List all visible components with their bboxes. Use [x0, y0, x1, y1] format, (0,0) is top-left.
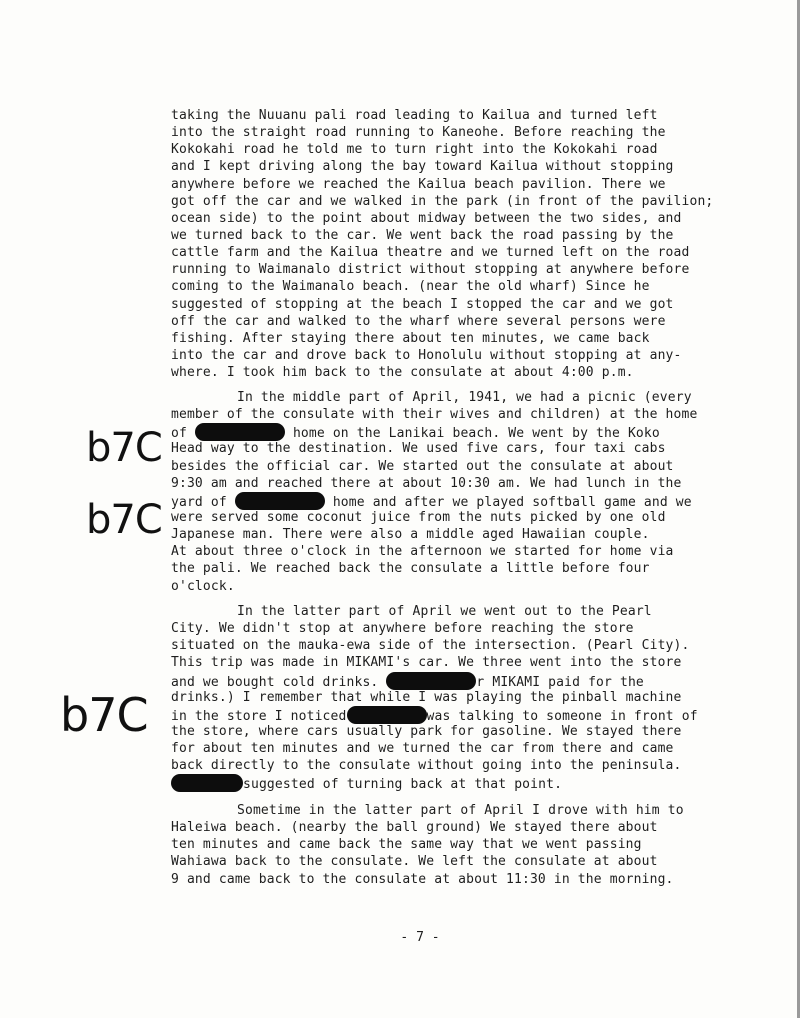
redaction-block [235, 492, 325, 510]
text-line: o'clock. [171, 578, 235, 594]
text-line [171, 423, 716, 440]
text-segment: home on the Lanikai beach. We went by the Koko [292, 426, 660, 442]
text-line: and I kept driving along the bay toward Kailua without stopping [171, 159, 674, 175]
text-line [171, 672, 716, 689]
text-line: anywhere before we reached the Kailua beach pavilion. There we [171, 176, 666, 192]
text-line: drinks.) I remember that while I was playing the pinball machine [171, 689, 682, 705]
text-line: suggested of stopping at the beach I stopped the car and we got [171, 296, 674, 312]
text-line: City. We didn't stop at anywhere before reaching the store [171, 621, 634, 637]
text-line: were served some coconut juice from the nuts picked by one old [171, 509, 666, 525]
text-line: At about three o'clock in the afternoon we started for home via [171, 544, 674, 560]
margin-note-b7c: b7C [60, 688, 148, 742]
text-line: into the straight road running to Kaneohe. Before reaching the [171, 125, 666, 141]
margin-note-b7c: b7C [86, 425, 162, 471]
text-line: back directly to the consulate without going into the peninsula. [171, 758, 682, 774]
margin-note-b7c: b7C [86, 497, 162, 543]
text-line: running to Waimanalo district without stopping at anywhere before [171, 262, 690, 278]
text-line: Head way to the destination. We used five cars, four taxi cabs [171, 441, 666, 457]
paragraph-4 [171, 802, 716, 888]
text-line: taking the Nuuanu pali road leading to Kailua and turned left [171, 108, 658, 123]
text-line: coming to the Waimanalo beach. (near the old wharf) Since he [171, 279, 650, 295]
text-segment: suggested of turning back at that point. [243, 777, 563, 793]
text-line: This trip was made in MIKAMI's car. We three went into the store [171, 655, 682, 671]
redaction-block [386, 672, 476, 690]
text-line: the store, where cars usually park for gasoline. We stayed there [171, 723, 682, 739]
text-line: where. I took him back to the consulate at about 4:00 p.m. [171, 365, 634, 381]
redaction-block [171, 774, 243, 792]
text-line: ten minutes and came back the same way that we went passing [171, 837, 642, 853]
text-line: into the car and drove back to Honolulu without stopping at any- [171, 347, 682, 363]
text-line [171, 492, 716, 509]
paragraph-3 [171, 603, 716, 792]
text-line: situated on the mauka-ewa side of the intersection. (Pearl City). [171, 638, 690, 654]
text-segment: in the store I noticed [171, 708, 347, 724]
text-line: ocean side) to the point about midway between the two sides, and [171, 210, 682, 226]
text-segment: and we bought cold drinks. [171, 674, 379, 690]
text-line: the pali. We reached back the consulate a little before four [171, 561, 650, 577]
redaction-block [195, 423, 285, 441]
redaction-block [347, 706, 427, 724]
text-segment: r MIKAMI paid for the [476, 674, 644, 690]
text-line: Japanese man. There were also a middle aged Hawaiian couple. [171, 527, 650, 543]
text-line: member of the consulate with their wives and children) at the home [171, 407, 698, 423]
text-line: In the middle part of April, 1941, we had a picnic (every [237, 390, 692, 405]
text-line: Haleiwa beach. (nearby the ball ground) We stayed there about [171, 820, 658, 836]
text-line: 9:30 am and reached there at about 10:30 am. We had lunch in the [171, 475, 682, 491]
text-line: besides the official car. We started out the consulate at about [171, 458, 674, 474]
text-line: In the latter part of April we went out to the Pearl [237, 604, 652, 619]
text-line: for about ten minutes and we turned the car from there and came [171, 741, 674, 757]
text-line: we turned back to the car. We went back the road passing by the [171, 227, 674, 243]
text-line: Kokokahi road he told me to turn right into the Kokokahi road [171, 142, 658, 158]
text-segment: yard of [171, 494, 227, 510]
text-line: cattle farm and the Kailua theatre and we turned left on the road [171, 245, 690, 261]
text-segment: was talking to someone in front of [426, 708, 698, 724]
paragraph-1 [171, 107, 716, 381]
text-line [171, 774, 716, 791]
text-line [171, 706, 716, 723]
text-line: off the car and walked to the wharf where several persons were [171, 313, 666, 329]
paragraph-2 [171, 389, 716, 595]
text-line: got off the car and we walked in the park (in front of the pavilion; [171, 193, 714, 209]
text-line: fishing. After staying there about ten minutes, we came back [171, 330, 650, 346]
text-line: Sometime in the latter part of April I drove with him to [237, 803, 684, 818]
page-number: - 7 - [400, 930, 440, 945]
text-line: 9 and came back to the consulate at about 11:30 in the morning. [171, 871, 674, 887]
text-line: Wahiawa back to the consulate. We left the consulate at about [171, 854, 658, 870]
text-segment: home and after we played softball game and we [332, 494, 692, 510]
text-segment: of [171, 426, 187, 442]
